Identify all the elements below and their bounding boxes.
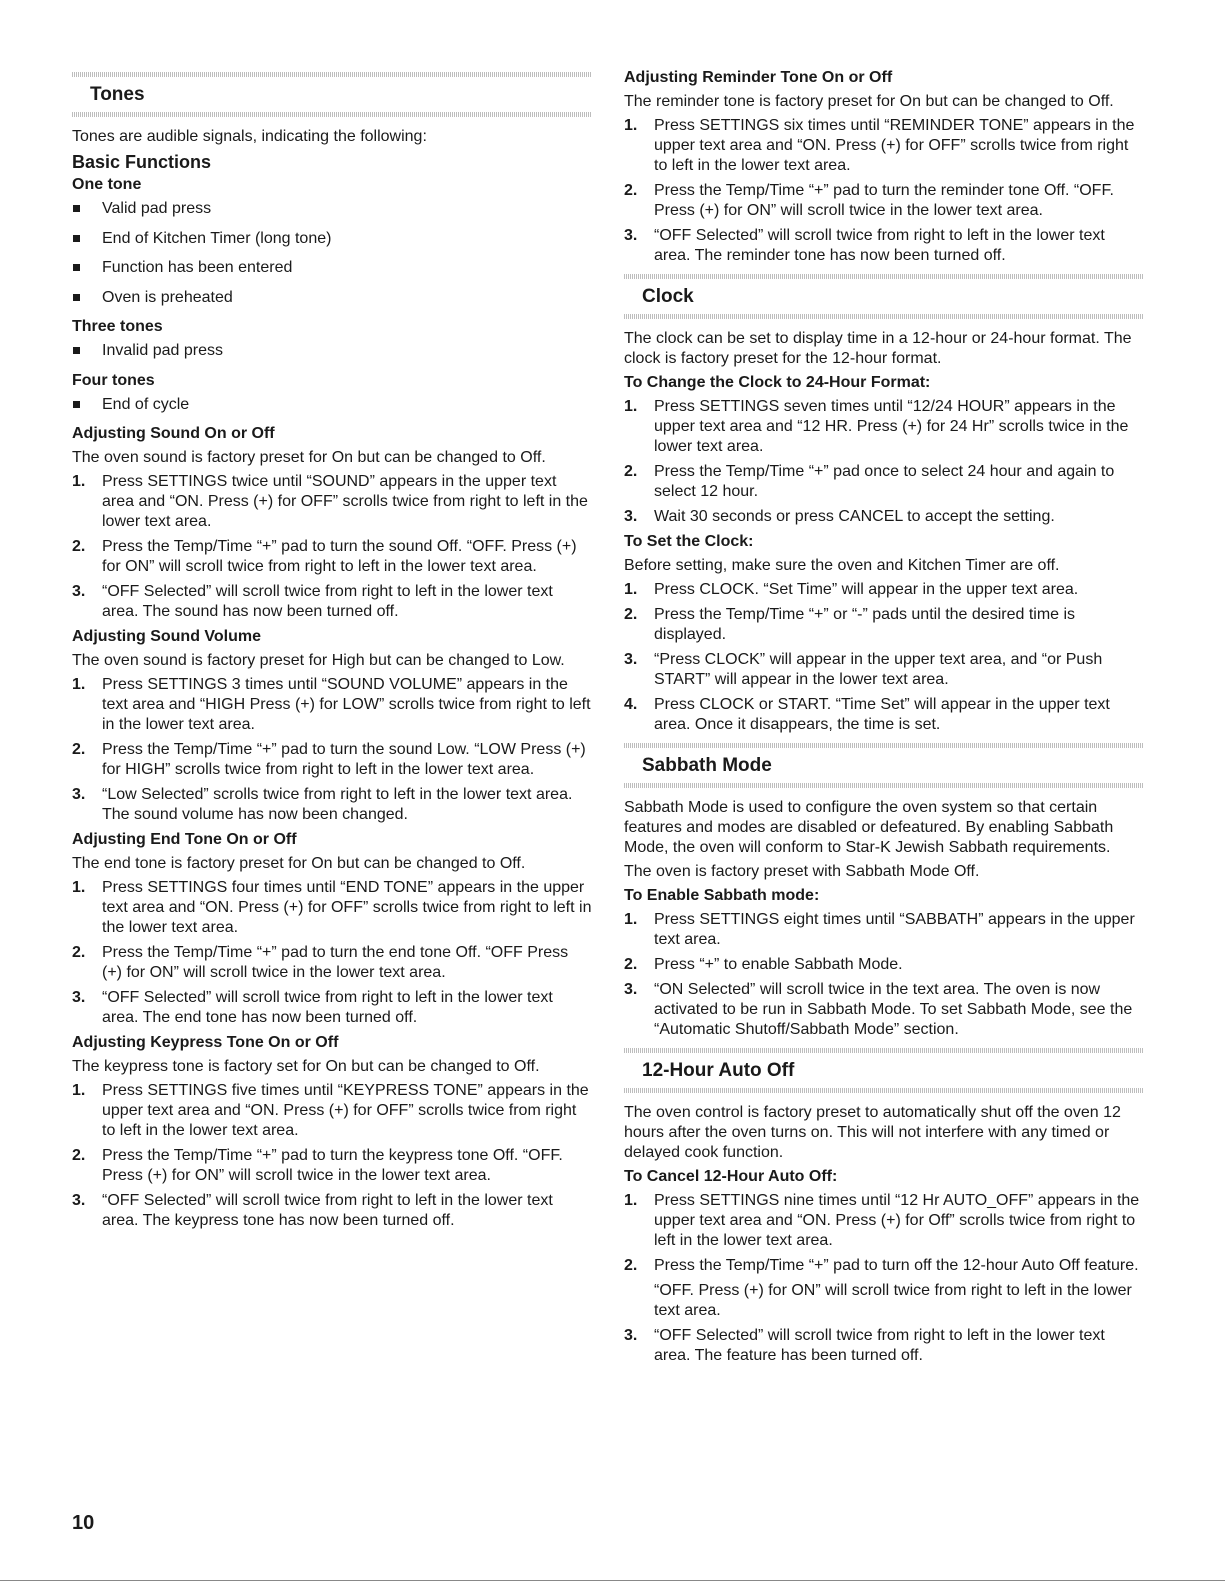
step-item: 2. Press the Temp/Time “+” or “-” pads until the desired time is displayed.: [624, 606, 1076, 643]
end-tone-heading: Adjusting End Tone On or Off: [72, 831, 297, 848]
section-title: Sabbath Mode: [642, 755, 772, 776]
step-item: 3. “OFF Selected” will scroll twice from right to left in the lower text area. The sound has now been turned off.: [72, 583, 553, 620]
step-item: 1. Press SETTINGS nine times until “12 Hr AUTO_OFF” appears in the upper text area and “ON. Press (+) for Off” scrolls twice from right to left in the lower text area.: [624, 1192, 1140, 1249]
list-item: Oven is preheated: [72, 288, 592, 308]
step-item: 1. Press SETTINGS 3 times until “SOUND VOLUME” appears in the text area and “HIGH Press (+) for LOW” scrolls twice from right to left in the lower text area.: [72, 676, 591, 733]
step-item: 1. Press SETTINGS twice until “SOUND” appears in the upper text area and “ON. Press (+) for OFF” scrolls twice from right to left in the lower text area.: [72, 473, 588, 530]
section-title: 12-Hour Auto Off: [642, 1060, 795, 1081]
page-bottom-rule: [0, 1580, 1225, 1581]
enable-sabbath-heading: To Enable Sabbath mode:: [624, 887, 820, 904]
bullet-icon: [73, 235, 80, 242]
list-item: End of Kitchen Timer (long tone): [72, 229, 592, 249]
step-item: 1. Press CLOCK. “Set Time” will appear in the upper text area.: [624, 581, 1079, 598]
section-rule: [72, 112, 592, 117]
step-item: 1. Press SETTINGS four times until “END TONE” appears in the upper text area and “ON. Press (+) for OFF” scrolls twice from right to left in the lower text area.: [72, 879, 592, 936]
sound-on-off-steps: [72, 472, 592, 622]
step-item: 2. Press the Temp/Time “+” pad to turn the keypress tone Off. “OFF. Press (+) for ON” will scroll twice in the lower text area.: [72, 1147, 563, 1184]
cancel-auto-off-heading: To Cancel 12-Hour Auto Off:: [624, 1168, 838, 1185]
three-tones-list: [72, 341, 592, 361]
cancel-auto-off-steps: [624, 1191, 1144, 1366]
four-tones-list: [72, 395, 592, 415]
step-item: 1. Press SETTINGS eight times until “SABBATH” appears in the upper text area.: [624, 911, 1135, 948]
step-item: 3. “Low Selected” scrolls twice from right to left in the lower text area. The sound volume has now been changed.: [72, 786, 573, 823]
step-item: 2. Press the Temp/Time “+” pad once to select 24 hour and again to select 12 hour.: [624, 463, 1115, 500]
list-item: Valid pad press: [72, 199, 592, 219]
change-format-steps: [624, 397, 1144, 527]
end-tone-steps: [72, 878, 592, 1028]
end-tone-intro: The end tone is factory preset for On but can be changed to Off.: [72, 855, 526, 872]
sound-on-off-intro: The oven sound is factory preset for On but can be changed to Off.: [72, 449, 546, 466]
bullet-icon: [73, 205, 80, 212]
bullet-icon: [73, 264, 80, 271]
four-tones-heading: Four tones: [72, 371, 155, 389]
step-item: 1. Press SETTINGS seven times until “12/24 HOUR” appears in the upper text area and “12 HR. Press (+) for 24 Hr” scrolls twice in the lower text area.: [624, 398, 1129, 455]
reminder-tone-steps: [624, 116, 1144, 266]
section-title: Tones: [90, 84, 145, 105]
sound-on-off-heading: Adjusting Sound On or Off: [72, 425, 275, 442]
reminder-tone-intro: The reminder tone is factory preset for On but can be changed to Off.: [624, 93, 1114, 110]
left-column: [72, 72, 592, 1236]
clock-intro: The clock can be set to display time in a 12-hour or 24-hour format. The clock is factory preset for the 12-hour format.: [624, 330, 1132, 367]
bullet-icon: [73, 347, 80, 354]
set-clock-intro: Before setting, make sure the oven and Kitchen Timer are off.: [624, 557, 1060, 574]
step-item: 2. Press the Temp/Time “+” pad to turn the sound Low. “LOW Press (+) for HIGH” scrolls twice from right to left in the lower text area.: [72, 741, 586, 778]
step-item: 3. “ON Selected” will scroll twice in the text area. The oven is now activated to be run in Sabbath Mode. To set Sabbath Mode, see the “Automatic Shutoff/Sabbath Mode” section.: [624, 981, 1133, 1038]
right-column: [624, 66, 1144, 1371]
auto-off-intro: The oven control is factory preset to automatically shut off the oven 12 hours after the oven turns on. This will not interfere with any timed or delayed cook function.: [624, 1104, 1121, 1161]
step-item: 1. Press SETTINGS six times until “REMINDER TONE” appears in the upper text area and “ON. Press (+) for OFF” scrolls twice from right to left in the lower text area.: [624, 117, 1135, 174]
bullet-icon: [73, 294, 80, 301]
basic-functions-heading: Basic Functions: [72, 152, 212, 172]
three-tones-heading: Three tones: [72, 318, 163, 335]
list-item: End of cycle: [72, 395, 592, 415]
sabbath-intro-1: Sabbath Mode is used to configure the oven system so that certain features and modes are disabled or defeatured. By enabling Sabbath Mode, the oven will conform to Star-K Jewish Sabbath requirements.: [624, 799, 1114, 856]
step-item: 2. Press “+” to enable Sabbath Mode.: [624, 956, 903, 973]
auto-off-section-header: [624, 1048, 1144, 1093]
step-item: 3. “OFF Selected” will scroll twice from right to left in the lower text area. The reminder tone has now been turned off.: [624, 227, 1105, 264]
step-item: 3. “Press CLOCK” will appear in the upper text area, and “or Push START” will appear in the lower text area.: [624, 651, 1103, 688]
keypress-tone-heading: Adjusting Keypress Tone On or Off: [72, 1034, 339, 1051]
tones-section-header: [72, 72, 592, 117]
bullet-icon: [73, 401, 80, 408]
step-item: 2. Press the Temp/Time “+” pad to turn the sound Off. “OFF. Press (+) for ON” will scroll twice from right to left in the lower text area.: [72, 538, 577, 575]
step-item: 2. Press the Temp/Time “+” pad to turn off the 12-hour Auto Off feature. “OFF. Press (+) for ON” will scroll twice from right to left in the lower text area.: [624, 1256, 1144, 1321]
section-rule: [624, 314, 1144, 319]
list-item: Invalid pad press: [72, 341, 592, 361]
section-rule: [624, 1088, 1144, 1093]
set-clock-heading: To Set the Clock:: [624, 533, 754, 550]
sabbath-section-header: [624, 743, 1144, 788]
sound-volume-heading: Adjusting Sound Volume: [72, 628, 262, 645]
step-item: 1. Press SETTINGS five times until “KEYPRESS TONE” appears in the upper text area and “ON. Press (+) for OFF” scrolls twice from right to left in the lower text area.: [72, 1082, 589, 1139]
step-item: 4. Press CLOCK or START. “Time Set” will appear in the upper text area. Once it disappears, the time is set.: [624, 696, 1110, 733]
one-tone-heading: One tone: [72, 176, 142, 193]
clock-section-header: [624, 274, 1144, 319]
keypress-tone-steps: [72, 1081, 592, 1231]
step-item: 2. Press the Temp/Time “+” pad to turn the end tone Off. “OFF Press (+) for ON” will scroll twice in the lower text area.: [72, 944, 569, 981]
sabbath-intro-2: The oven is factory preset with Sabbath Mode Off.: [624, 863, 980, 880]
sound-volume-intro: The oven sound is factory preset for High but can be changed to Low.: [72, 652, 565, 669]
set-clock-steps: [624, 580, 1144, 735]
keypress-tone-intro: The keypress tone is factory set for On but can be changed to Off.: [72, 1058, 540, 1075]
step-item: 3. “OFF Selected” will scroll twice from right to left in the lower text area. The keypress tone has now been turned off.: [72, 1192, 553, 1229]
reminder-tone-heading: Adjusting Reminder Tone On or Off: [624, 69, 893, 86]
step-item: 3. Wait 30 seconds or press CANCEL to accept the setting.: [624, 508, 1055, 525]
enable-sabbath-steps: [624, 910, 1144, 1040]
step-note: “OFF. Press (+) for ON” will scroll twice from right to left in the lower text area.: [654, 1282, 1132, 1319]
sound-volume-steps: [72, 675, 592, 825]
section-title: Clock: [642, 286, 694, 307]
page-number: 10: [72, 1512, 95, 1534]
change-format-heading: To Change the Clock to 24-Hour Format:: [624, 374, 931, 391]
list-item: Function has been entered: [72, 258, 592, 278]
section-rule: [624, 783, 1144, 788]
step-item: 2. Press the Temp/Time “+” pad to turn the reminder tone Off. “OFF. Press (+) for ON” will scroll twice in the lower text area.: [624, 182, 1114, 219]
step-item: 3. “OFF Selected” will scroll twice from right to left in the lower text area. The feature has been turned off.: [624, 1327, 1105, 1364]
one-tone-list: [72, 199, 592, 308]
step-item: 3. “OFF Selected” will scroll twice from right to left in the lower text area. The end tone has now been turned off.: [72, 989, 553, 1026]
tones-intro: Tones are audible signals, indicating the following:: [72, 128, 427, 145]
